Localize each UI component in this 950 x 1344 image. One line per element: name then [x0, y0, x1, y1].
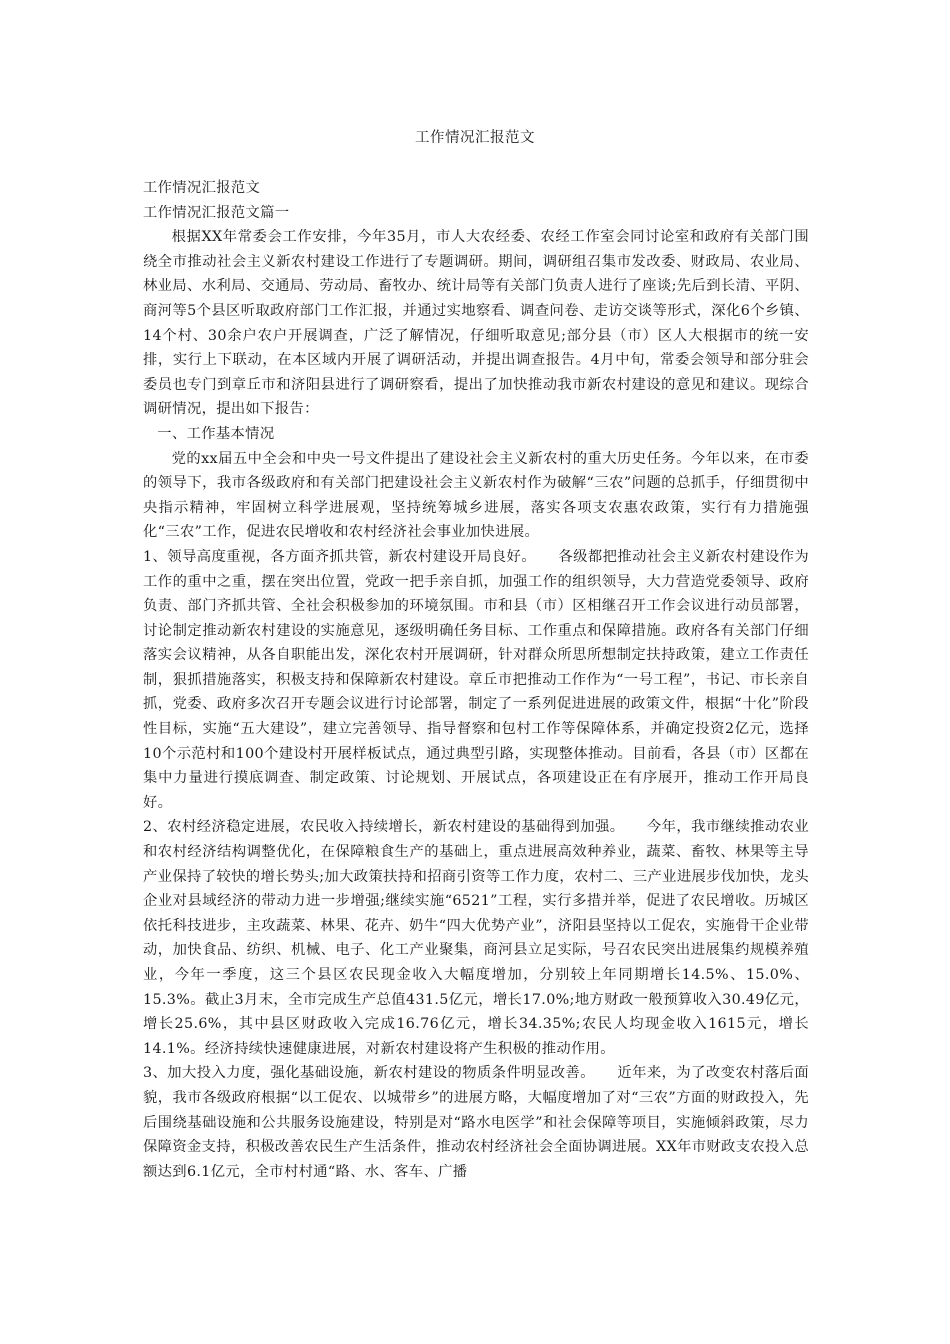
section-intro-paragraph: 党的xx届五中全会和中央一号文件提出了建设社会主义新农村的重大历史任务。今年以来，在市委的领导下，我市各级政府和有关部门把建设社会主义新农村作为破解“三农”问题的总抓手，仔细贯彻中央指示精神，牢固树立科学进展观，坚持统筹城乡进展，落实各项支农惠农政策，实行有力措施强化“三农”工作，促进农民增收和农村经济社会事业加快进展。: [143, 450, 809, 541]
document-body: [143, 176, 809, 1184]
header-line: 工作情况汇报范文: [143, 180, 261, 196]
point-3-paragraph: 3、加大投入力度，强化基础设施，新农村建设的物质条件明显改善。 近年来，为了改变农村落后面貌，我市各级政府根据“以工促农、以城带乡”的进展方略，大幅度增加了对“三农”方面的财政投入，先后围绕基础设施和公共服务设施建设，特别是对“路水电医学”和社会保障等项目，实施倾斜政策，尽力保障资金支持，积极改善农民生产生活条件，推动农村经济社会全面协调进展。XX年市财政支农投入总额达到6.1亿元，全市村村通“路、水、客车、广播: [143, 1065, 809, 1180]
intro-paragraph: 根据XX年常委会工作安排，今年35月，市人大农经委、农经工作室会同讨论室和政府有关部门围绕全市推动社会主义新农村建设工作进行了专题调研。期间，调研组召集市发改委、财政局、农业局、林业局、水利局、交通局、劳动局、畜牧办、统计局等有关部门负责人进行了座谈;先后到长清、平阴、商河等5个县区听取政府部门工作汇报，并通过实地察看、调查问卷、走访交谈等形式，深化6个乡镇、14个村、30余户农户开展调查，广泛了解情况，仔细听取意见;部分县（市）区人大根据市的统一安排，实行上下联动，在本区域内开展了调研活动，并提出调查报告。4月中旬，常委会领导和部分驻会委员也专门到章丘市和济阳县进行了调研察看，提出了加快推动我市新农村建设的意见和建议。现综合调研情况，提出如下报告：: [143, 229, 809, 418]
document-title: 工作情况汇报范文: [415, 130, 535, 146]
section-heading: 一、工作基本情况: [157, 425, 275, 442]
subtitle: 工作情况汇报范文篇一: [143, 204, 290, 221]
point-1-paragraph: 1、领导高度重视，各方面齐抓共管，新农村建设开局良好。 各级都把推动社会主义新农村建设作为工作的重中之重，摆在突出位置，党政一把手亲自抓，加强工作的组织领导，大力营造党委领导、政府负责、部门齐抓共管、全社会积极参加的环境氛围。市和县（市）区相继召开工作会议进行动员部署，讨论制定推动新农村建设的实施意见，逐级明确任务目标、工作重点和保障措施。政府各有关部门仔细落实会议精神，从各自职能出发，深化农村开展调研，针对群众所思所想制定扶持政策，建立工作责任制，狠抓措施落实，积极支持和保障新农村建设。章丘市把推动工作作为“一号工程”，书记、市长亲自抓，党委、政府多次召开专题会议进行讨论部署，制定了一系列促进进展的政策文件，根据“十化”阶段性目标，实施“五大建设”，建立完善领导、指导督察和包村工作等保障体系，并确定投资2亿元，选择10个示范村和100个建设村开展样板试点，通过典型引路，实现整体推动。目前看，各县（市）区都在集中力量进行摸底调查、制定政策、讨论规划、开展试点，各项建设正在有序展开，推动工作开局良好。: [143, 548, 809, 811]
point-2-paragraph: 2、农村经济稳定进展，农民收入持续增长，新农村建设的基础得到加强。 今年，我市继续推动农业和农村经济结构调整优化，在保障粮食生产的基础上，重点进展高效种养业，蔬菜、畜牧、林果等主导产业保持了较快的增长势头;加大政策扶持和招商引资等工作力度，农村二、三产业进展步伐加快，龙头企业对县域经济的带动力进一步增强;继续实施“6521”工程，实行多措并举，促进了农民增收。历城区依托科技进步，主攻蔬菜、林果、花卉、奶牛“四大优势产业”，济阳县坚持以工促农，实施骨干企业带动，加快食品、纺织、机械、电子、化工产业聚集，商河县立足实际，号召农民突出进展集约规模养殖业，今年一季度，这三个县区农民现金收入大幅度增加，分别较上年同期增长14.5%、15.0%、15.3%。截止3月末，全市完成生产总值431.5亿元，增长17.0%;地方财政一般预算收入30.49亿元，增长25.6%，其中县区财政收入完成16.76亿元，增长34.35%;农民人均现金收入1615元，增长14.1%。经济持续快速健康进展，对新农村建设将产生积极的推动作用。: [143, 819, 809, 1057]
